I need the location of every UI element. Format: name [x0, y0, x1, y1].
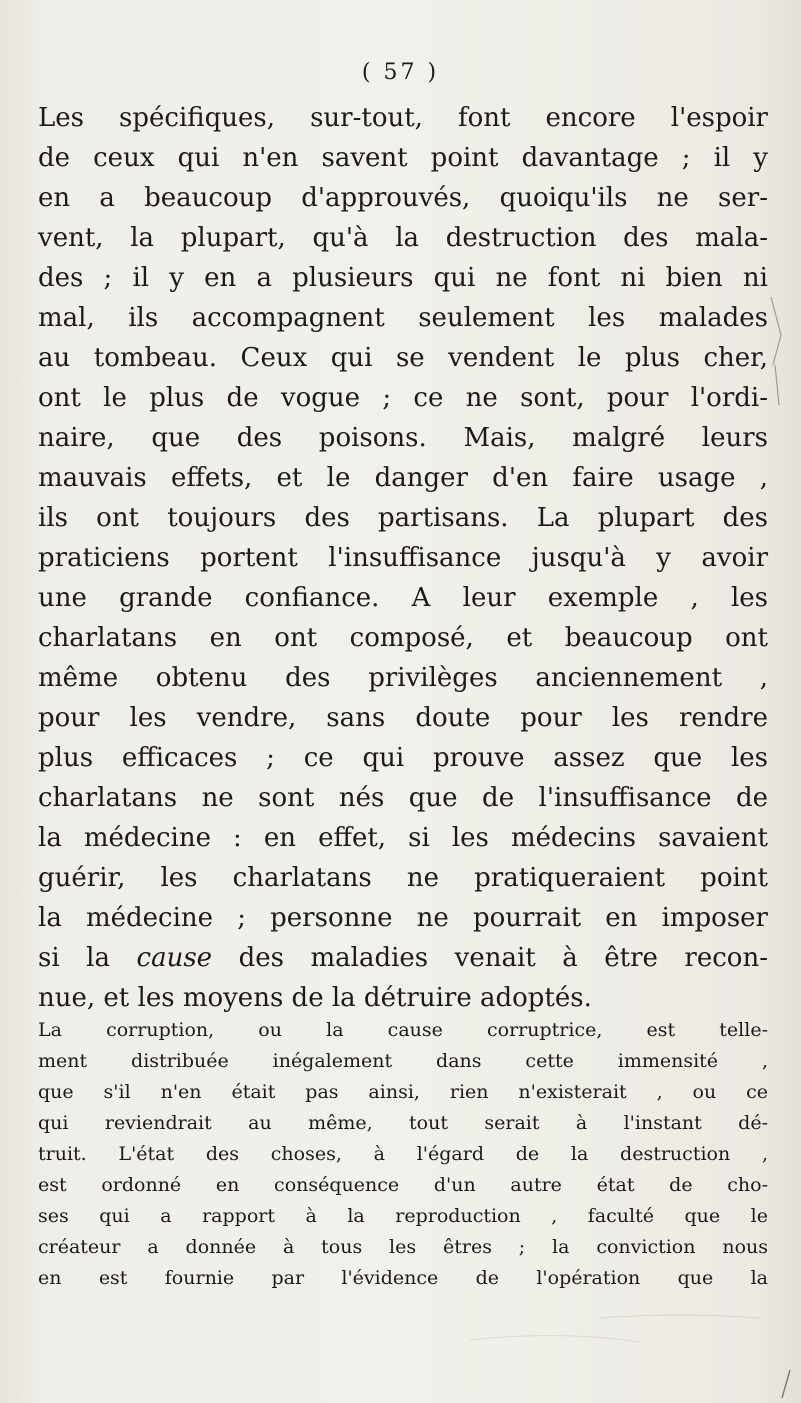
- text-line: mal, ils accompagnent seulement les malades: [38, 303, 768, 333]
- text-line: praticiens portent l'insuffisance jusqu'à y avoir: [38, 543, 768, 573]
- text-line: même obtenu des privilèges anciennement ,: [38, 663, 768, 693]
- text-line: naire, que des poisons. Mais, malgré leurs: [38, 423, 768, 453]
- footnote-line: qui reviendrait au même, tout serait à l'instant dé-: [38, 1112, 768, 1134]
- text-line: nue, et les moyens de la détruire adoptés.: [38, 983, 592, 1013]
- text-line: en a beaucoup d'approuvés, quoiqu'ils ne ser-: [38, 183, 768, 213]
- text-line: Les spécifiques, sur-tout, font encore l'espoir: [38, 103, 768, 133]
- text-line: ont le plus de vogue ; ce ne sont, pour l'ordi-: [38, 383, 768, 413]
- text-line: vent, la plupart, qu'à la destruction des mala-: [38, 223, 768, 253]
- text-line: si la cause des maladies venait à être recon-: [38, 943, 768, 973]
- text-line: charlatans ne sont nés que de l'insuffisance de: [38, 783, 768, 813]
- footnote-line: truit. L'état des choses, à l'égard de la destruction ,: [38, 1143, 768, 1165]
- text-line: charlatans en ont composé, et beaucoup ont: [38, 623, 768, 653]
- margin-pencil-mark: [769, 295, 783, 415]
- text-line: guérir, les charlatans ne pratiqueraient point: [38, 863, 768, 893]
- footnote-line: ment distribuée inégalement dans cette immensité ,: [38, 1050, 768, 1072]
- footnote-line: La corruption, ou la cause corruptrice, est telle-: [38, 1019, 768, 1041]
- text-line: la médecine : en effet, si les médecins savaient: [38, 823, 768, 853]
- text-line: ils ont toujours des partisans. La plupart des: [38, 503, 768, 533]
- footnote-line: que s'il n'en était pas ainsi, rien n'existerait , ou ce: [38, 1081, 768, 1103]
- page-number: ( 57 ): [361, 60, 440, 85]
- text-line: au tombeau. Ceux qui se vendent le plus cher,: [38, 343, 768, 373]
- text-line: une grande confiance. A leur exemple , les: [38, 583, 768, 613]
- footnote-line: créateur a donnée à tous les êtres ; la conviction nous: [38, 1236, 768, 1258]
- text-line: plus efficaces ; ce qui prouve assez que les: [38, 743, 768, 773]
- footnote-line: en est fournie par l'évidence de l'opération que la: [38, 1267, 768, 1289]
- text-line: pour les vendre, sans doute pour les rendre: [38, 703, 768, 733]
- footnote-line: ses qui a rapport à la reproduction , faculté que le: [38, 1205, 768, 1227]
- footnote-line: est ordonné en conséquence d'un autre état de cho-: [38, 1174, 768, 1196]
- emphasis: cause: [136, 943, 213, 973]
- text-line: la médecine ; personne ne pourrait en imposer: [38, 903, 768, 933]
- text-line: mauvais effets, et le danger d'en faire usage ,: [38, 463, 768, 493]
- text-line: de ceux qui n'en savent point davantage ; il y: [38, 143, 768, 173]
- text-line: des ; il y en a plusieurs qui ne font ni bien ni: [38, 263, 768, 293]
